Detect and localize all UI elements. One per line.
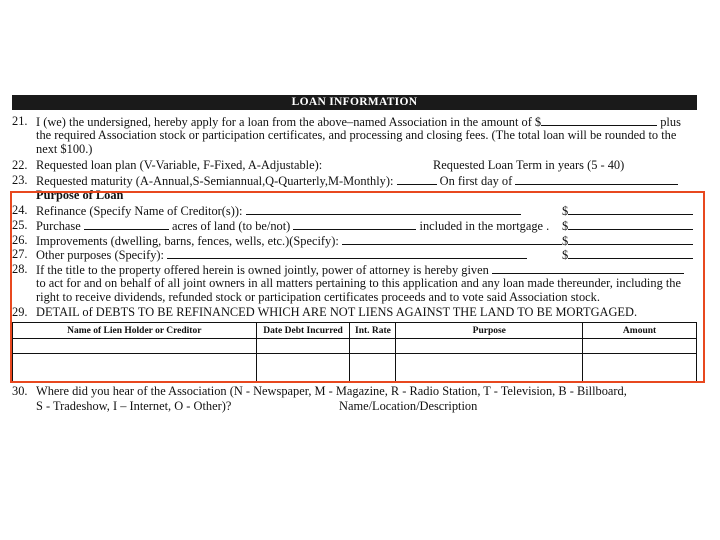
col-int-rate: Int. Rate (350, 323, 396, 339)
item-24-text: Refinance (Specify Name of Creditor(s)): (36, 204, 243, 218)
item-21-number: 21. (12, 114, 28, 128)
item-28-line2: to act for and on behalf of all joint owners in all matters pertaining to this application and any loan made thereunder, including the (36, 276, 682, 290)
included-label: included in the mortgage . (419, 219, 550, 233)
item-30-line2: S - Tradeshow, I – Internet, O - Other)? (36, 399, 232, 413)
first-day-field[interactable] (515, 173, 678, 185)
col-purpose: Purpose (396, 323, 583, 339)
item-27-text: Other purposes (Specify): (36, 248, 165, 262)
item-29-label: DETAIL of DEBTS TO BE REFINANCED WHICH ARE NOT LIENS AGAINST THE LAND TO BE MORTGAGED. (36, 305, 638, 319)
item-29-number: 29. (12, 305, 28, 319)
item-28-line3: right to receive dividends, refunded stock or participation certificates proceeds and to vote said Association stock. (36, 290, 600, 304)
item-23-number: 23. (12, 173, 28, 187)
item-22-term-label: Requested Loan Term in years (5 - 40) (433, 158, 625, 172)
item-24-number: 24. (12, 203, 28, 217)
col-date-debt: Date Debt Incurred (256, 323, 350, 339)
item-21-line1 (36, 114, 681, 129)
first-day-label: On first day of (439, 174, 513, 188)
item-27-number: 27. (12, 247, 28, 261)
item-23-text: Requested maturity (A-Annual,S-Semiannual,Q-Quarterly,M-Monthly): (36, 174, 394, 188)
item-28-text: If the title to the property offered herein is owned jointly, power of attorney is hereby given (36, 263, 489, 277)
maturity-field[interactable] (397, 173, 437, 185)
section-header (12, 95, 697, 110)
item-21-text: I (we) the undersigned, hereby apply for a loan from the above–named Association in the amount of $ (36, 115, 542, 129)
item-26-number: 26. (12, 233, 28, 247)
section-title: LOAN INFORMATION (291, 96, 418, 108)
item-21-line2: the required Association stock or participation certificates, and processing and closing fees. (The total loan will be rounded to the (36, 128, 677, 142)
col-lien-holder: Name of Lien Holder or Creditor (13, 323, 257, 339)
dollar-sign: $ (562, 219, 569, 233)
item-30-line1: Where did you hear of the Association (N - Newspaper, M - Magazine, R - Radio Station, T - Television, B - Billboard, (36, 384, 627, 398)
loan-amount-field[interactable] (541, 114, 657, 126)
item-26-text: Improvements (dwelling, barns, fences, wells, etc.)(Specify): (36, 234, 339, 248)
item-22-number: 22. (12, 158, 28, 172)
purpose-heading: Purpose of Loan (36, 188, 124, 202)
item-22-label: Requested loan plan (V-Variable, F-Fixed, A-Adjustable): (36, 158, 323, 172)
item-23-label (36, 173, 678, 188)
item-30-number: 30. (12, 384, 28, 398)
item-30-name-location: Name/Location/Description (339, 399, 478, 413)
item-28-number: 28. (12, 262, 28, 276)
item-25-text: Purchase (36, 219, 81, 233)
col-amount: Amount (583, 323, 697, 339)
highlight-box (10, 191, 705, 383)
item-21-line3: next $100.) (36, 142, 93, 156)
item-25-number: 25. (12, 218, 28, 232)
dollar-sign: $ (562, 248, 569, 262)
acres-label: acres of land (to be/not) (171, 219, 291, 233)
dollar-sign: $ (562, 204, 569, 218)
item-21-plus: plus (660, 115, 681, 129)
dollar-sign: $ (562, 234, 569, 248)
